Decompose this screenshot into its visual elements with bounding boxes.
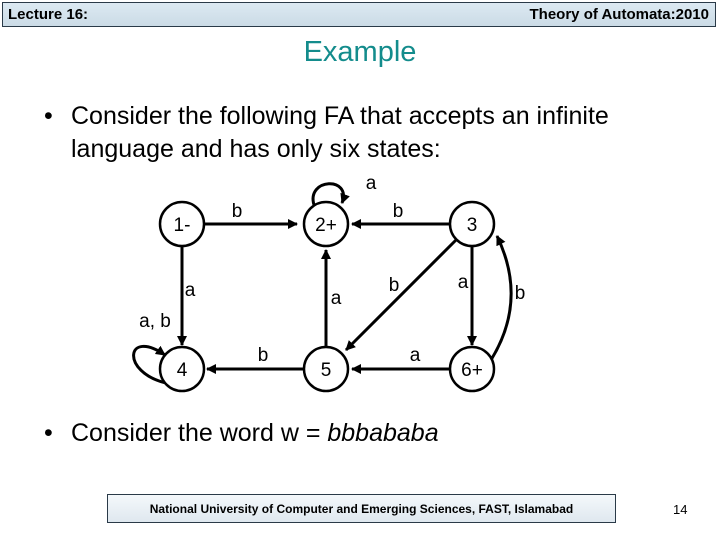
edge-label: a: [365, 173, 377, 194]
edge-label: b: [514, 283, 526, 304]
edge-label: b: [231, 201, 243, 222]
footer-institution: National University of Computer and Emerging Sciences, FAST, Islamabad: [149, 502, 574, 516]
edge-label: a: [184, 280, 196, 301]
slide-footer: [107, 494, 616, 523]
slide-title: Example: [303, 36, 417, 68]
bullet-marker: •: [44, 102, 53, 130]
edge-label: b: [388, 275, 400, 296]
lecture-label: Lecture 16:: [8, 6, 89, 23]
edge-label: a: [330, 288, 342, 309]
course-title: Theory of Automata:2010: [529, 6, 709, 23]
example-word: bbbababa: [327, 419, 439, 447]
bullet-marker: •: [44, 419, 53, 447]
state-label: 2+: [315, 215, 337, 236]
state-label: 4: [176, 360, 188, 381]
state-label: 6+: [461, 360, 483, 381]
bullet-text: Consider the following FA that accepts an infinite language and has only six states:: [71, 102, 609, 163]
state-label: 5: [320, 360, 332, 381]
edge-label: a, b: [139, 311, 171, 332]
edge-label: a: [457, 272, 469, 293]
edge-label: b: [257, 345, 269, 366]
state-label: 1-: [173, 215, 191, 236]
edge-label: a: [409, 345, 421, 366]
bullet-text: [71, 417, 439, 450]
edge-label: b: [392, 201, 404, 222]
state-label: 3: [466, 215, 478, 236]
edge-3-5: [346, 240, 456, 350]
bullet-text-lead: Consider the word w =: [71, 419, 328, 447]
page-number: 14: [673, 502, 688, 517]
edge-6-3: [491, 236, 511, 360]
